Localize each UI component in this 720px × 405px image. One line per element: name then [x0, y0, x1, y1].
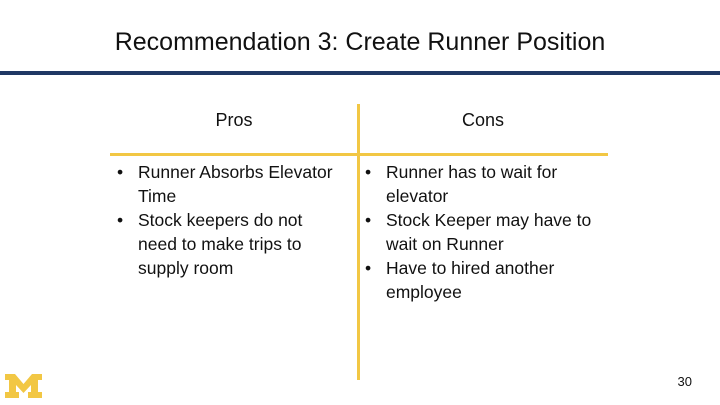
pros-heading: Pros	[215, 110, 253, 130]
cons-list	[362, 160, 612, 304]
pros-list	[114, 160, 344, 280]
cons-item: • Have to hired another employee	[362, 256, 612, 304]
block-m-logo-shape	[5, 374, 42, 398]
pros-item: • Runner Absorbs Elevator Time	[114, 160, 344, 208]
cons-underline	[358, 153, 608, 156]
cons-heading: Cons	[461, 110, 505, 130]
slide-title: Recommendation 3: Create Runner Position	[114, 28, 606, 56]
column-divider	[357, 104, 360, 380]
cons-item: • Stock Keeper may have to wait on Runner	[362, 208, 612, 256]
title-rule	[0, 71, 720, 75]
page-number: 30	[677, 374, 692, 389]
block-m-logo-icon	[5, 374, 42, 403]
pros-item: • Stock keepers do not need to make trips to supply room	[114, 208, 344, 280]
cons-item: • Runner has to wait for elevator	[362, 160, 612, 208]
pros-underline	[110, 153, 358, 156]
